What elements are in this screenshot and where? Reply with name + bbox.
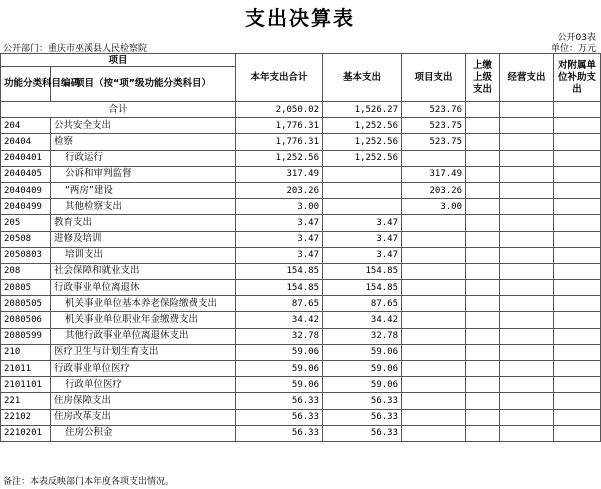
total-basic: 1,526.27 xyxy=(323,102,402,118)
row-total: 3.47 xyxy=(236,247,323,263)
row-project xyxy=(402,409,466,425)
row-business xyxy=(500,296,554,312)
table-row xyxy=(1,361,601,377)
table-row xyxy=(1,344,601,360)
row-total: 59.06 xyxy=(236,377,323,393)
row-subsidy xyxy=(554,231,601,247)
row-project xyxy=(402,150,466,166)
row-subsidy xyxy=(554,182,601,198)
row-basic: 32.78 xyxy=(323,328,402,344)
footnote: 备注：本表反映部门本年度各项支出情况。 xyxy=(3,477,175,487)
row-project xyxy=(402,280,466,296)
row-project xyxy=(402,377,466,393)
row-subsidy xyxy=(554,393,601,409)
table-row xyxy=(1,296,601,312)
table-row xyxy=(1,199,601,215)
total-business xyxy=(500,102,554,118)
row-basic: 3.47 xyxy=(323,215,402,231)
row-project xyxy=(402,296,466,312)
header-basic: 基本支出 xyxy=(323,54,402,102)
row-code: 205 xyxy=(1,215,51,231)
row-code: 20508 xyxy=(1,231,51,247)
table-row xyxy=(1,231,601,247)
row-code: 20404 xyxy=(1,134,51,150)
row-subsidy xyxy=(554,425,601,441)
row-business xyxy=(500,393,554,409)
table-row xyxy=(1,425,601,441)
row-name: 住房保障支出 xyxy=(51,393,236,409)
table-row xyxy=(1,182,601,198)
header-total: 本年支出合计 xyxy=(236,54,323,102)
row-upper xyxy=(466,263,500,279)
row-name: “两房”建设 xyxy=(51,182,236,198)
row-total: 3.47 xyxy=(236,231,323,247)
row-subsidy xyxy=(554,166,601,182)
header-upper: 上缴上级支出 xyxy=(466,54,500,102)
row-name: 公诉和审判监督 xyxy=(51,166,236,182)
row-total: 56.33 xyxy=(236,393,323,409)
row-basic: 59.06 xyxy=(323,377,402,393)
row-code: 221 xyxy=(1,393,51,409)
row-name: 培训支出 xyxy=(51,247,236,263)
total-row xyxy=(1,102,601,118)
row-upper xyxy=(466,393,500,409)
row-basic: 34.42 xyxy=(323,312,402,328)
row-project: 523.75 xyxy=(402,118,466,134)
row-basic xyxy=(323,166,402,182)
row-code: 22102 xyxy=(1,409,51,425)
row-basic: 59.06 xyxy=(323,361,402,377)
table-row xyxy=(1,150,601,166)
row-code: 2080505 xyxy=(1,296,51,312)
row-total: 317.49 xyxy=(236,166,323,182)
row-business xyxy=(500,328,554,344)
header-project: 项目 xyxy=(1,54,236,67)
unit-label: 单位：万元 xyxy=(550,44,596,54)
row-code: 204 xyxy=(1,118,51,134)
table-row xyxy=(1,215,601,231)
row-code: 208 xyxy=(1,263,51,279)
row-name: 机关事业单位职业年金缴费支出 xyxy=(51,312,236,328)
row-total: 59.06 xyxy=(236,344,323,360)
row-upper xyxy=(466,166,500,182)
row-basic: 154.85 xyxy=(323,280,402,296)
row-upper xyxy=(466,280,500,296)
row-name: 其他检察支出 xyxy=(51,199,236,215)
row-upper xyxy=(466,231,500,247)
row-project: 317.49 xyxy=(402,166,466,182)
row-total: 1,252.56 xyxy=(236,150,323,166)
row-subsidy xyxy=(554,247,601,263)
row-name: 检察 xyxy=(51,134,236,150)
row-subsidy xyxy=(554,263,601,279)
row-upper xyxy=(466,118,500,134)
table-row xyxy=(1,134,601,150)
row-basic: 154.85 xyxy=(323,263,402,279)
row-business xyxy=(500,344,554,360)
row-code: 21011 xyxy=(1,361,51,377)
table-row xyxy=(1,247,601,263)
row-business xyxy=(500,425,554,441)
row-basic: 87.65 xyxy=(323,296,402,312)
row-project: 203.26 xyxy=(402,182,466,198)
row-total: 32.78 xyxy=(236,328,323,344)
table-row xyxy=(1,328,601,344)
total-project: 523.76 xyxy=(402,102,466,118)
row-upper xyxy=(466,361,500,377)
row-name: 社会保障和就业支出 xyxy=(51,263,236,279)
row-subsidy xyxy=(554,296,601,312)
row-subsidy xyxy=(554,280,601,296)
table-row xyxy=(1,166,601,182)
row-name: 行政事业单位医疗 xyxy=(51,361,236,377)
row-basic: 1,252.56 xyxy=(323,134,402,150)
total-amount: 2,050.02 xyxy=(236,102,323,118)
table-row xyxy=(1,377,601,393)
row-business xyxy=(500,409,554,425)
row-business xyxy=(500,118,554,134)
row-total: 154.85 xyxy=(236,280,323,296)
row-subsidy xyxy=(554,409,601,425)
row-subsidy xyxy=(554,312,601,328)
row-project: 3.00 xyxy=(402,199,466,215)
row-basic: 3.47 xyxy=(323,247,402,263)
row-total: 154.85 xyxy=(236,263,323,279)
row-project xyxy=(402,344,466,360)
row-subsidy xyxy=(554,118,601,134)
row-subsidy xyxy=(554,377,601,393)
table-row xyxy=(1,409,601,425)
row-upper xyxy=(466,150,500,166)
row-name: 教育支出 xyxy=(51,215,236,231)
row-code: 2040405 xyxy=(1,166,51,182)
department-label: 公开部门：重庆市巫溪县人民检察院 xyxy=(3,44,148,54)
row-project xyxy=(402,361,466,377)
table-row xyxy=(1,263,601,279)
table-row xyxy=(1,312,601,328)
row-business xyxy=(500,280,554,296)
row-project xyxy=(402,328,466,344)
row-total: 1,776.31 xyxy=(236,134,323,150)
row-code: 2040409 xyxy=(1,182,51,198)
row-subsidy xyxy=(554,344,601,360)
row-business xyxy=(500,247,554,263)
row-subsidy xyxy=(554,361,601,377)
row-business xyxy=(500,150,554,166)
row-name: 机关事业单位基本养老保险缴费支出 xyxy=(51,296,236,312)
row-upper xyxy=(466,182,500,198)
row-business xyxy=(500,215,554,231)
row-name: 住房公积金 xyxy=(51,425,236,441)
row-name: 行政单位医疗 xyxy=(51,377,236,393)
row-project xyxy=(402,263,466,279)
row-code: 2210201 xyxy=(1,425,51,441)
row-name: 行政事业单位离退休 xyxy=(51,280,236,296)
row-name: 医疗卫生与计划生育支出 xyxy=(51,344,236,360)
row-upper xyxy=(466,247,500,263)
row-business xyxy=(500,166,554,182)
row-business xyxy=(500,134,554,150)
row-code: 2050803 xyxy=(1,247,51,263)
row-project xyxy=(402,215,466,231)
table-row xyxy=(1,393,601,409)
row-project xyxy=(402,247,466,263)
row-upper xyxy=(466,328,500,344)
row-upper xyxy=(466,425,500,441)
row-basic xyxy=(323,182,402,198)
row-total: 56.33 xyxy=(236,425,323,441)
row-upper xyxy=(466,409,500,425)
row-name: 进修及培训 xyxy=(51,231,236,247)
row-basic: 1,252.56 xyxy=(323,150,402,166)
header-name: 项目（按“项”级功能分类科目） xyxy=(51,67,236,102)
header-project-expenditure: 项目支出 xyxy=(402,54,466,102)
row-business xyxy=(500,361,554,377)
row-upper xyxy=(466,296,500,312)
row-project xyxy=(402,393,466,409)
row-project xyxy=(402,425,466,441)
total-label: 合计 xyxy=(1,102,236,118)
form-number: 公开03表 xyxy=(557,33,596,43)
row-business xyxy=(500,377,554,393)
row-subsidy xyxy=(554,134,601,150)
row-upper xyxy=(466,215,500,231)
row-total: 56.33 xyxy=(236,409,323,425)
header-subsidy: 对附属单位补助支出 xyxy=(554,54,601,102)
row-basic: 56.33 xyxy=(323,393,402,409)
row-basic: 56.33 xyxy=(323,425,402,441)
row-business xyxy=(500,199,554,215)
row-business xyxy=(500,312,554,328)
row-total: 1,776.31 xyxy=(236,118,323,134)
row-subsidy xyxy=(554,215,601,231)
row-total: 3.47 xyxy=(236,215,323,231)
row-name: 行政运行 xyxy=(51,150,236,166)
header-business: 经营支出 xyxy=(500,54,554,102)
row-code: 2080506 xyxy=(1,312,51,328)
row-name: 住房改革支出 xyxy=(51,409,236,425)
row-basic xyxy=(323,199,402,215)
row-subsidy xyxy=(554,328,601,344)
row-upper xyxy=(466,377,500,393)
row-code: 210 xyxy=(1,344,51,360)
row-business xyxy=(500,182,554,198)
row-name: 公共安全支出 xyxy=(51,118,236,134)
row-basic: 3.47 xyxy=(323,231,402,247)
row-upper xyxy=(466,199,500,215)
row-basic: 1,252.56 xyxy=(323,118,402,134)
row-total: 203.26 xyxy=(236,182,323,198)
row-basic: 59.06 xyxy=(323,344,402,360)
row-project: 523.75 xyxy=(402,134,466,150)
row-total: 34.42 xyxy=(236,312,323,328)
table-row xyxy=(1,280,601,296)
row-upper xyxy=(466,344,500,360)
row-upper xyxy=(466,134,500,150)
row-business xyxy=(500,231,554,247)
row-business xyxy=(500,263,554,279)
header-code: 功能分类科目编码 xyxy=(1,67,51,102)
page-title: 支出决算表 xyxy=(245,6,355,30)
row-subsidy xyxy=(554,199,601,215)
row-basic: 56.33 xyxy=(323,409,402,425)
total-subsidy xyxy=(554,102,601,118)
row-code: 2101101 xyxy=(1,377,51,393)
row-upper xyxy=(466,312,500,328)
row-project xyxy=(402,231,466,247)
row-total: 3.00 xyxy=(236,199,323,215)
row-code: 2040499 xyxy=(1,199,51,215)
row-code: 2080599 xyxy=(1,328,51,344)
row-name: 其他行政事业单位离退休支出 xyxy=(51,328,236,344)
row-code: 2040401 xyxy=(1,150,51,166)
total-upper xyxy=(466,102,500,118)
row-subsidy xyxy=(554,150,601,166)
table-row xyxy=(1,118,601,134)
row-total: 87.65 xyxy=(236,296,323,312)
expenditure-table xyxy=(0,53,601,442)
row-total: 59.06 xyxy=(236,361,323,377)
row-project xyxy=(402,312,466,328)
row-code: 20805 xyxy=(1,280,51,296)
